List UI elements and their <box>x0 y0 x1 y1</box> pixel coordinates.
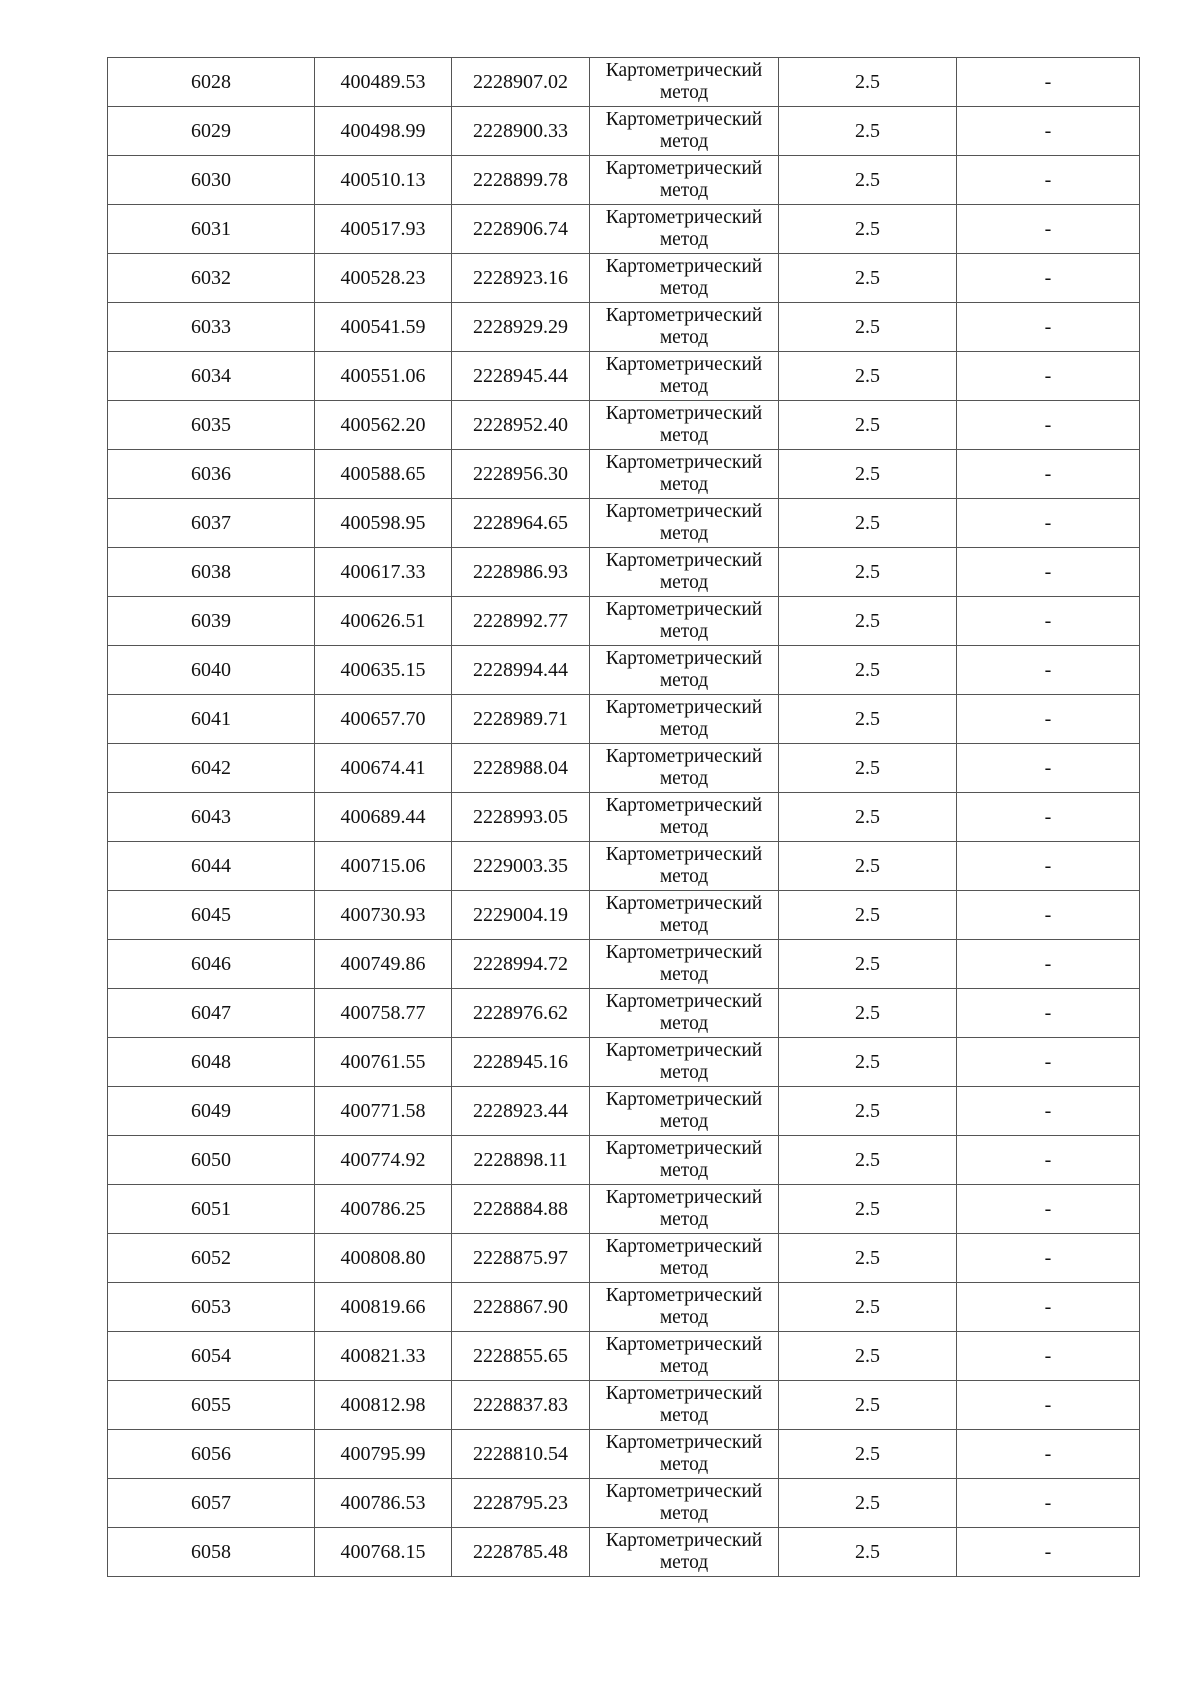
note-cell: - <box>957 156 1140 205</box>
method-line-2: метод <box>659 1405 709 1426</box>
method-cell <box>590 1234 779 1283</box>
accuracy-cell: 2.5 <box>779 58 957 107</box>
note-cell: - <box>957 744 1140 793</box>
accuracy-cell: 2.5 <box>779 205 957 254</box>
note-cell: - <box>957 842 1140 891</box>
point-number-cell: 6051 <box>108 1185 315 1234</box>
x-coordinate-cell: 400771.58 <box>315 1087 452 1136</box>
x-coordinate-cell: 400749.86 <box>315 940 452 989</box>
point-number-cell: 6028 <box>108 58 315 107</box>
accuracy-cell: 2.5 <box>779 1381 957 1430</box>
table-row <box>108 401 1140 450</box>
table-row <box>108 1087 1140 1136</box>
point-number-cell: 6050 <box>108 1136 315 1185</box>
y-coordinate-cell: 2228810.54 <box>452 1430 590 1479</box>
method-line-1: Картометрический <box>605 795 763 816</box>
method-line-2: метод <box>659 817 709 838</box>
method-cell <box>590 107 779 156</box>
note-cell: - <box>957 891 1140 940</box>
method-line-1: Картометрический <box>605 452 763 473</box>
table-row <box>108 1136 1140 1185</box>
y-coordinate-cell: 2228785.48 <box>452 1528 590 1577</box>
method-line-2: метод <box>659 180 709 201</box>
method-line-2: метод <box>659 376 709 397</box>
method-line-2: метод <box>659 1356 709 1377</box>
table-row <box>108 303 1140 352</box>
method-line-2: метод <box>659 768 709 789</box>
method-cell <box>590 1136 779 1185</box>
point-number-cell: 6039 <box>108 597 315 646</box>
table-row <box>108 646 1140 695</box>
accuracy-cell: 2.5 <box>779 499 957 548</box>
note-cell: - <box>957 1283 1140 1332</box>
x-coordinate-cell: 400758.77 <box>315 989 452 1038</box>
method-line-1: Картометрический <box>605 1187 763 1208</box>
method-cell <box>590 1087 779 1136</box>
note-cell: - <box>957 695 1140 744</box>
x-coordinate-cell: 400510.13 <box>315 156 452 205</box>
note-cell: - <box>957 205 1140 254</box>
note-cell: - <box>957 303 1140 352</box>
point-number-cell: 6053 <box>108 1283 315 1332</box>
method-cell <box>590 744 779 793</box>
method-line-2: метод <box>659 1160 709 1181</box>
method-line-2: метод <box>659 425 709 446</box>
method-cell <box>590 548 779 597</box>
method-line-2: метод <box>659 1258 709 1279</box>
accuracy-cell: 2.5 <box>779 793 957 842</box>
point-number-cell: 6029 <box>108 107 315 156</box>
x-coordinate-cell: 400498.99 <box>315 107 452 156</box>
method-cell <box>590 1479 779 1528</box>
method-line-2: метод <box>659 1013 709 1034</box>
method-line-1: Картометрический <box>605 599 763 620</box>
x-coordinate-cell: 400562.20 <box>315 401 452 450</box>
method-cell <box>590 793 779 842</box>
accuracy-cell: 2.5 <box>779 597 957 646</box>
y-coordinate-cell: 2228956.30 <box>452 450 590 499</box>
method-cell <box>590 303 779 352</box>
x-coordinate-cell: 400768.15 <box>315 1528 452 1577</box>
accuracy-cell: 2.5 <box>779 401 957 450</box>
method-line-2: метод <box>659 572 709 593</box>
method-line-2: метод <box>659 327 709 348</box>
table-row <box>108 352 1140 401</box>
point-number-cell: 6045 <box>108 891 315 940</box>
method-line-1: Картометрический <box>605 305 763 326</box>
x-coordinate-cell: 400786.25 <box>315 1185 452 1234</box>
point-number-cell: 6031 <box>108 205 315 254</box>
note-cell: - <box>957 450 1140 499</box>
x-coordinate-cell: 400774.92 <box>315 1136 452 1185</box>
method-line-2: метод <box>659 621 709 642</box>
method-cell <box>590 1528 779 1577</box>
y-coordinate-cell: 2228945.16 <box>452 1038 590 1087</box>
y-coordinate-cell: 2228986.93 <box>452 548 590 597</box>
method-cell <box>590 989 779 1038</box>
note-cell: - <box>957 1234 1140 1283</box>
y-coordinate-cell: 2228964.65 <box>452 499 590 548</box>
method-line-1: Картометрический <box>605 1334 763 1355</box>
accuracy-cell: 2.5 <box>779 156 957 205</box>
method-line-1: Картометрический <box>605 1285 763 1306</box>
y-coordinate-cell: 2228907.02 <box>452 58 590 107</box>
point-number-cell: 6043 <box>108 793 315 842</box>
y-coordinate-cell: 2228988.04 <box>452 744 590 793</box>
method-cell <box>590 1038 779 1087</box>
method-line-1: Картометрический <box>605 403 763 424</box>
method-cell <box>590 1332 779 1381</box>
table-row <box>108 1038 1140 1087</box>
table-row <box>108 107 1140 156</box>
method-cell <box>590 1430 779 1479</box>
y-coordinate-cell: 2228875.97 <box>452 1234 590 1283</box>
accuracy-cell: 2.5 <box>779 303 957 352</box>
y-coordinate-cell: 2228994.44 <box>452 646 590 695</box>
accuracy-cell: 2.5 <box>779 1234 957 1283</box>
method-line-1: Картометрический <box>605 648 763 669</box>
table-row <box>108 254 1140 303</box>
y-coordinate-cell: 2228795.23 <box>452 1479 590 1528</box>
y-coordinate-cell: 2229003.35 <box>452 842 590 891</box>
method-cell <box>590 891 779 940</box>
point-number-cell: 6040 <box>108 646 315 695</box>
method-cell <box>590 156 779 205</box>
y-coordinate-cell: 2228952.40 <box>452 401 590 450</box>
accuracy-cell: 2.5 <box>779 1087 957 1136</box>
point-number-cell: 6036 <box>108 450 315 499</box>
accuracy-cell: 2.5 <box>779 695 957 744</box>
method-cell <box>590 499 779 548</box>
method-cell <box>590 1185 779 1234</box>
method-line-1: Картометрический <box>605 942 763 963</box>
method-line-1: Картометрический <box>605 60 763 81</box>
method-cell <box>590 58 779 107</box>
table-row <box>108 1185 1140 1234</box>
y-coordinate-cell: 2228993.05 <box>452 793 590 842</box>
accuracy-cell: 2.5 <box>779 1528 957 1577</box>
method-line-1: Картометрический <box>605 1432 763 1453</box>
table-row <box>108 58 1140 107</box>
accuracy-cell: 2.5 <box>779 107 957 156</box>
point-number-cell: 6032 <box>108 254 315 303</box>
accuracy-cell: 2.5 <box>779 1038 957 1087</box>
method-line-2: метод <box>659 1552 709 1573</box>
table-row <box>108 1283 1140 1332</box>
x-coordinate-cell: 400635.15 <box>315 646 452 695</box>
method-cell <box>590 1283 779 1332</box>
method-line-2: метод <box>659 1209 709 1230</box>
x-coordinate-cell: 400795.99 <box>315 1430 452 1479</box>
table-row <box>108 744 1140 793</box>
method-cell <box>590 1381 779 1430</box>
table-row <box>108 940 1140 989</box>
table-row <box>108 1234 1140 1283</box>
point-number-cell: 6033 <box>108 303 315 352</box>
x-coordinate-cell: 400730.93 <box>315 891 452 940</box>
point-number-cell: 6044 <box>108 842 315 891</box>
x-coordinate-cell: 400617.33 <box>315 548 452 597</box>
accuracy-cell: 2.5 <box>779 940 957 989</box>
method-line-1: Картометрический <box>605 256 763 277</box>
method-line-1: Картометрический <box>605 746 763 767</box>
x-coordinate-cell: 400517.93 <box>315 205 452 254</box>
method-line-2: метод <box>659 1503 709 1524</box>
method-line-1: Картометрический <box>605 1089 763 1110</box>
y-coordinate-cell: 2228898.11 <box>452 1136 590 1185</box>
table-row <box>108 156 1140 205</box>
accuracy-cell: 2.5 <box>779 1185 957 1234</box>
x-coordinate-cell: 400808.80 <box>315 1234 452 1283</box>
method-line-2: метод <box>659 915 709 936</box>
y-coordinate-cell: 2228976.62 <box>452 989 590 1038</box>
x-coordinate-cell: 400761.55 <box>315 1038 452 1087</box>
method-line-2: метод <box>659 229 709 250</box>
note-cell: - <box>957 352 1140 401</box>
point-number-cell: 6037 <box>108 499 315 548</box>
method-line-2: метод <box>659 82 709 103</box>
x-coordinate-cell: 400541.59 <box>315 303 452 352</box>
y-coordinate-cell: 2228837.83 <box>452 1381 590 1430</box>
x-coordinate-cell: 400786.53 <box>315 1479 452 1528</box>
y-coordinate-cell: 2228855.65 <box>452 1332 590 1381</box>
method-line-1: Картометрический <box>605 697 763 718</box>
method-line-1: Картометрический <box>605 844 763 865</box>
method-line-1: Картометрический <box>605 109 763 130</box>
y-coordinate-cell: 2228945.44 <box>452 352 590 401</box>
accuracy-cell: 2.5 <box>779 989 957 1038</box>
table-row <box>108 793 1140 842</box>
method-line-2: метод <box>659 1307 709 1328</box>
table-row <box>108 450 1140 499</box>
note-cell: - <box>957 1381 1140 1430</box>
y-coordinate-cell: 2228899.78 <box>452 156 590 205</box>
point-number-cell: 6056 <box>108 1430 315 1479</box>
point-number-cell: 6057 <box>108 1479 315 1528</box>
method-line-1: Картометрический <box>605 1236 763 1257</box>
x-coordinate-cell: 400626.51 <box>315 597 452 646</box>
x-coordinate-cell: 400551.06 <box>315 352 452 401</box>
y-coordinate-cell: 2228989.71 <box>452 695 590 744</box>
accuracy-cell: 2.5 <box>779 1479 957 1528</box>
accuracy-cell: 2.5 <box>779 1430 957 1479</box>
note-cell: - <box>957 793 1140 842</box>
method-line-1: Картометрический <box>605 1138 763 1159</box>
y-coordinate-cell: 2229004.19 <box>452 891 590 940</box>
accuracy-cell: 2.5 <box>779 842 957 891</box>
method-line-1: Картометрический <box>605 501 763 522</box>
point-number-cell: 6054 <box>108 1332 315 1381</box>
y-coordinate-cell: 2228884.88 <box>452 1185 590 1234</box>
method-line-2: метод <box>659 964 709 985</box>
method-line-2: метод <box>659 523 709 544</box>
method-line-1: Картометрический <box>605 207 763 228</box>
method-line-1: Картометрический <box>605 550 763 571</box>
note-cell: - <box>957 1528 1140 1577</box>
note-cell: - <box>957 940 1140 989</box>
method-cell <box>590 254 779 303</box>
point-number-cell: 6048 <box>108 1038 315 1087</box>
table-row <box>108 695 1140 744</box>
note-cell: - <box>957 1185 1140 1234</box>
note-cell: - <box>957 1430 1140 1479</box>
method-line-2: метод <box>659 131 709 152</box>
method-line-1: Картометрический <box>605 991 763 1012</box>
y-coordinate-cell: 2228923.16 <box>452 254 590 303</box>
method-line-1: Картометрический <box>605 1481 763 1502</box>
method-cell <box>590 695 779 744</box>
point-number-cell: 6055 <box>108 1381 315 1430</box>
note-cell: - <box>957 1479 1140 1528</box>
accuracy-cell: 2.5 <box>779 891 957 940</box>
table-row <box>108 548 1140 597</box>
coordinates-table <box>107 57 1140 1577</box>
method-line-2: метод <box>659 1062 709 1083</box>
method-line-2: метод <box>659 866 709 887</box>
x-coordinate-cell: 400598.95 <box>315 499 452 548</box>
y-coordinate-cell: 2228992.77 <box>452 597 590 646</box>
table-row <box>108 1430 1140 1479</box>
x-coordinate-cell: 400489.53 <box>315 58 452 107</box>
x-coordinate-cell: 400528.23 <box>315 254 452 303</box>
note-cell: - <box>957 646 1140 695</box>
point-number-cell: 6034 <box>108 352 315 401</box>
point-number-cell: 6049 <box>108 1087 315 1136</box>
method-line-1: Картометрический <box>605 354 763 375</box>
accuracy-cell: 2.5 <box>779 254 957 303</box>
table-row <box>108 597 1140 646</box>
method-line-1: Картометрический <box>605 158 763 179</box>
point-number-cell: 6041 <box>108 695 315 744</box>
x-coordinate-cell: 400689.44 <box>315 793 452 842</box>
table-row <box>108 1479 1140 1528</box>
method-line-2: метод <box>659 719 709 740</box>
x-coordinate-cell: 400819.66 <box>315 1283 452 1332</box>
method-line-2: метод <box>659 1454 709 1475</box>
note-cell: - <box>957 1136 1140 1185</box>
table-row <box>108 989 1140 1038</box>
table-row <box>108 499 1140 548</box>
note-cell: - <box>957 1087 1140 1136</box>
point-number-cell: 6058 <box>108 1528 315 1577</box>
method-line-2: метод <box>659 1111 709 1132</box>
note-cell: - <box>957 254 1140 303</box>
method-cell <box>590 205 779 254</box>
note-cell: - <box>957 989 1140 1038</box>
method-line-1: Картометрический <box>605 1383 763 1404</box>
coordinates-table-body <box>108 58 1140 1577</box>
y-coordinate-cell: 2228923.44 <box>452 1087 590 1136</box>
method-cell <box>590 842 779 891</box>
accuracy-cell: 2.5 <box>779 744 957 793</box>
y-coordinate-cell: 2228929.29 <box>452 303 590 352</box>
y-coordinate-cell: 2228906.74 <box>452 205 590 254</box>
table-row <box>108 1332 1140 1381</box>
accuracy-cell: 2.5 <box>779 646 957 695</box>
accuracy-cell: 2.5 <box>779 450 957 499</box>
accuracy-cell: 2.5 <box>779 548 957 597</box>
method-line-1: Картометрический <box>605 1530 763 1551</box>
method-line-1: Картометрический <box>605 1040 763 1061</box>
method-line-2: метод <box>659 474 709 495</box>
x-coordinate-cell: 400588.65 <box>315 450 452 499</box>
note-cell: - <box>957 1038 1140 1087</box>
accuracy-cell: 2.5 <box>779 1332 957 1381</box>
y-coordinate-cell: 2228900.33 <box>452 107 590 156</box>
note-cell: - <box>957 548 1140 597</box>
point-number-cell: 6047 <box>108 989 315 1038</box>
table-row <box>108 1528 1140 1577</box>
point-number-cell: 6038 <box>108 548 315 597</box>
point-number-cell: 6046 <box>108 940 315 989</box>
x-coordinate-cell: 400812.98 <box>315 1381 452 1430</box>
x-coordinate-cell: 400715.06 <box>315 842 452 891</box>
method-cell <box>590 940 779 989</box>
x-coordinate-cell: 400821.33 <box>315 1332 452 1381</box>
note-cell: - <box>957 499 1140 548</box>
method-cell <box>590 597 779 646</box>
point-number-cell: 6030 <box>108 156 315 205</box>
table-row <box>108 1381 1140 1430</box>
point-number-cell: 6035 <box>108 401 315 450</box>
accuracy-cell: 2.5 <box>779 352 957 401</box>
note-cell: - <box>957 58 1140 107</box>
point-number-cell: 6042 <box>108 744 315 793</box>
x-coordinate-cell: 400674.41 <box>315 744 452 793</box>
method-line-1: Картометрический <box>605 893 763 914</box>
method-cell <box>590 401 779 450</box>
x-coordinate-cell: 400657.70 <box>315 695 452 744</box>
y-coordinate-cell: 2228867.90 <box>452 1283 590 1332</box>
method-cell <box>590 646 779 695</box>
table-row <box>108 842 1140 891</box>
accuracy-cell: 2.5 <box>779 1283 957 1332</box>
note-cell: - <box>957 1332 1140 1381</box>
method-line-2: метод <box>659 278 709 299</box>
note-cell: - <box>957 107 1140 156</box>
accuracy-cell: 2.5 <box>779 1136 957 1185</box>
point-number-cell: 6052 <box>108 1234 315 1283</box>
table-row <box>108 891 1140 940</box>
method-cell <box>590 450 779 499</box>
method-cell <box>590 352 779 401</box>
note-cell: - <box>957 597 1140 646</box>
note-cell: - <box>957 401 1140 450</box>
table-row <box>108 205 1140 254</box>
method-line-2: метод <box>659 670 709 691</box>
y-coordinate-cell: 2228994.72 <box>452 940 590 989</box>
